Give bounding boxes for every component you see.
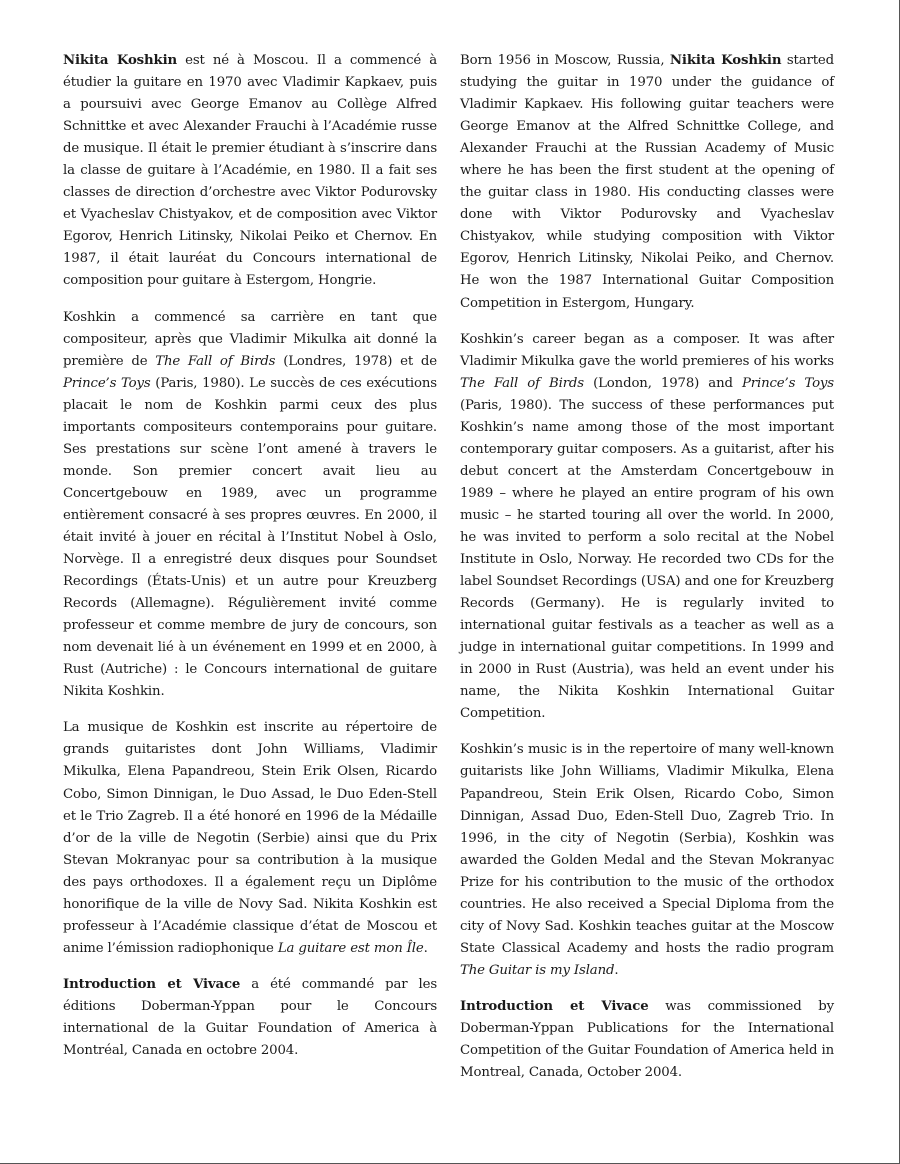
work-title: Prince’s Toys — [63, 375, 151, 391]
english-paragraph-biography: Born 1956 in Moscow, Russia, Nikita Koshkin started studying the guitar in 1970 under the guidance of Vladimir Kapkaev. His following guitar teachers were George Emanov at the Alfred Schnittke College, and Alexander Frauchi at the Russian Academy of Music where he has been the first student at the opening of the guitar class in 1980. His conducting classes were done with Viktor Podurovsky and Vyacheslav Chistyakov, while studying composition with Viktor Egorov, Henrich Litinsky, Nikolai Peiko, and Chernov. He won the 1987 International Guitar Composition Competition in Estergom, Hungary. — [460, 53, 834, 311]
english-paragraph-career: Koshkin’s career began as a composer. It was after Vladimir Mikulka gave the world premieres of his works The Fall of Birds (London, 1978) and Prince’s Toys (Paris, 1980). The success of these performances put Koshkin’s name among those of the most important contemporary guitar composers. As a guitarist, after his debut concert at the Amsterdam Concertgebouw in 1989 – where he played an entire program of his own music – he started touring all over the world. In 2000, he was invited to perform a solo recital at the Nobel Institute in Oslo, Norway. He recorded two CDs for the label Soundset Recordings (USA) and one for Kreuzberg Records (Germany). He is regularly invited to international guitar festivals as a teacher as well as a judge in international guitar competitions. In 1999 and in 2000 in Rust (Austria), was held an event under his name, the Nikita Koshkin International Guitar Competition. — [460, 331, 834, 722]
french-paragraph-biography: Nikita Koshkin est né à Moscou. Il a commencé à étudier la guitare en 1970 avec Vladimir Kapkaev, puis a poursuivi avec George Emanov au Collège Alfred Schnittke et avec Alexander Frauchi à l’Académie russe de musique. Il était le premier étudiant à s’inscrire dans la classe de guitare à l’Académie, en 1980. Il a fait ses classes de direction d’orchestre avec Viktor Podurovsky et Vyacheslav Chistyakov, et de composition avec Viktor Egorov, Henrich Litinsky, Nikolai Peiko et Chernov. En 1987, il était lauréat du Concours international de composition pour guitare à Estergom, Hongrie. — [63, 53, 437, 289]
work-title: The Fall of Birds — [460, 375, 584, 391]
english-paragraph-commission: Introduction et Vivace was commissioned by Doberman-Yppan Publications for the International Competition of the Guitar Foundation of America held in Montreal, Canada, October 2004. — [460, 998, 834, 1081]
radio-show-title: La guitare est mon Île — [277, 940, 424, 956]
french-paragraph-repertoire: La musique de Koshkin est inscrite au répertoire de grands guitaristes dont John Williams, Vladimir Mikulka, Elena Papandreou, Stein Erik Olsen, Ricardo Cobo, Simon Dinnigan, le Duo Assad, le Duo Eden-Stell et le Trio Zagreb. Il a été honoré en 1996 de la Médaille d’or de la ville de Negotin (Serbie) ainsi que du Prix Stevan Mokranyac pour sa contribution à la musique des pays orthodoxes. Il a également reçu un Diplôme honorifique de la ville de Novy Sad. Nikita Koshkin est professeur à l’Académie classique d’état de Moscou et anime l’émission radiophonique La guitare est mon Île. — [63, 720, 437, 956]
radio-show-title: The Guitar is my Island — [460, 962, 615, 978]
composer-name: Nikita Koshkin — [669, 53, 782, 68]
composer-name: Nikita Koshkin — [63, 53, 178, 68]
work-title: Prince’s Toys — [741, 375, 834, 391]
english-paragraph-repertoire: Koshkin’s music is in the repertoire of many well-known guitarists like John Williams, Vladimir Mikulka, Elena Papandreou, Stein Erik Olsen, Ricardo Cobo, Simon Dinnigan, Assad Duo, Eden-Stell Duo, Zagreb Trio. In 1996, in the city of Negotin (Serbia), Koshkin was awarded the Golden Medal and the Stevan Mokranyac Prize for his contribution to the music of the orthodox countries. He also received a Special Diploma from the city of Novy Sad. Koshkin teaches guitar at the Moscow State Classical Academy and hosts the radio program The Guitar is my Island. — [460, 742, 834, 978]
piece-title: Introduction et Vivace — [63, 976, 241, 992]
piece-title: Introduction et Vivace — [460, 998, 649, 1014]
french-paragraph-career: Koshkin a commencé sa carrière en tant que compositeur, après que Vladimir Mikulka ait donné la première de The Fall of Birds (Londres, 1978) et de Prince’s Toys (Paris, 1980). Le succès de ces exécutions placait le nom de Koshkin parmi ceux des plus importants compositeurs contemporains pour guitare. Ses prestations sur scène l’ont amené à travers le monde. Son premier concert avait lieu au Concertgebouw en 1989, avec un programme entièrement consacré à ses propres œuvres. En 2000, il était invité à jouer en récital à l’Institut Nobel à Oslo, Norvège. Il a enregistré deux disques pour Soundset Recordings (États-Unis) et un autre pour Kreuzberg Records (Allemagne). Régulièrement invité comme professeur et comme membre de jury de concours, son nom devenait lié à un événement en 1999 et en 2000, à Rust (Autriche) : le Concours international de guitare Nikita Koshkin. — [63, 309, 437, 700]
work-title: The Fall of Birds — [155, 353, 276, 369]
french-column — [63, 50, 437, 1076]
english-column — [460, 50, 834, 1098]
french-paragraph-commission: Introduction et Vivace a été commandé par les éditions Doberman-Yppan pour le Concours international de la Guitar Foundation of America à Montréal, Canada en octobre 2004. — [63, 976, 437, 1059]
